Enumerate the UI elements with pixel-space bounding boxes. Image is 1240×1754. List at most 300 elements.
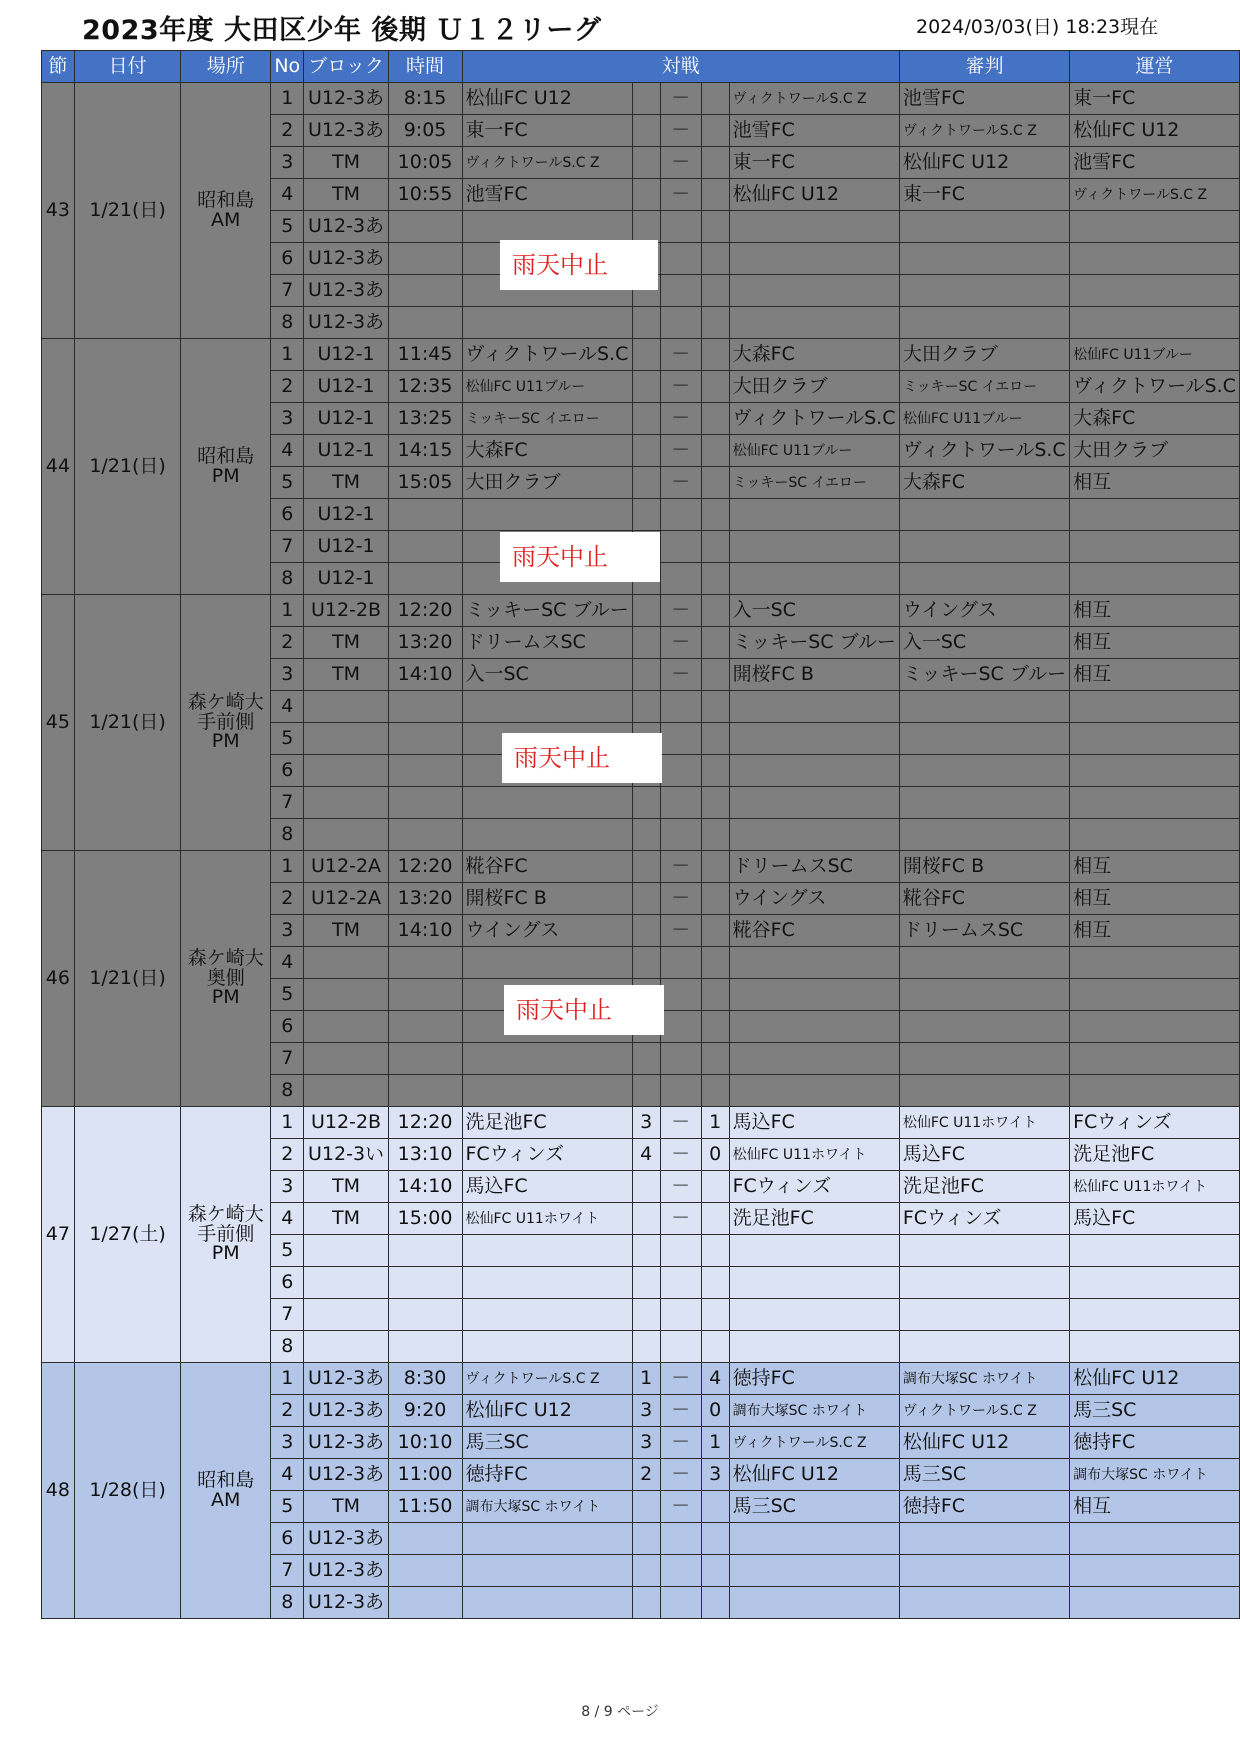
- start-time: 14:10: [388, 1171, 462, 1203]
- away-score: [701, 1203, 729, 1235]
- start-time: 14:15: [388, 435, 462, 467]
- round-number: 45: [42, 595, 75, 851]
- start-time: [388, 1523, 462, 1555]
- operation-team: 馬三SC: [1070, 1395, 1240, 1427]
- operation-team: 相互: [1070, 915, 1240, 947]
- away-team: 開桜FC B: [729, 659, 899, 691]
- match-no: 3: [271, 915, 304, 947]
- home-score: 3: [632, 1427, 660, 1459]
- away-team: [729, 1299, 899, 1331]
- block: [304, 1267, 388, 1299]
- away-team: ヴィクトワールS.C Z: [729, 83, 899, 115]
- away-score: [701, 755, 729, 787]
- match-no: 4: [271, 1459, 304, 1491]
- away-team: [729, 1075, 899, 1107]
- start-time: [388, 1043, 462, 1075]
- referee-team: 大田クラブ: [899, 339, 1069, 371]
- header-operation: 運営: [1070, 51, 1240, 83]
- away-score: [701, 851, 729, 883]
- referee-team: [899, 531, 1069, 563]
- referee-team: 松仙FC U12: [899, 147, 1069, 179]
- block: U12-2B: [304, 1107, 388, 1139]
- away-score: [701, 627, 729, 659]
- home-team: 徳持FC: [462, 1459, 632, 1491]
- score-dash: [660, 307, 701, 339]
- score-dash: [660, 1011, 701, 1043]
- away-score: [701, 1587, 729, 1619]
- referee-team: [899, 563, 1069, 595]
- home-score: [632, 1331, 660, 1363]
- place-line: PM: [211, 464, 240, 487]
- away-score: [701, 691, 729, 723]
- home-score: 1: [632, 1363, 660, 1395]
- operation-team: [1070, 1331, 1240, 1363]
- operation-team: 東一FC: [1070, 83, 1240, 115]
- score-dash: －: [660, 147, 701, 179]
- away-score: [701, 1235, 729, 1267]
- home-score: [632, 1555, 660, 1587]
- referee-team: [899, 307, 1069, 339]
- start-time: [388, 979, 462, 1011]
- place-line: AM: [211, 1488, 241, 1511]
- referee-team: [899, 1587, 1069, 1619]
- score-dash: [660, 1075, 701, 1107]
- away-team: [729, 275, 899, 307]
- match-no: 8: [271, 1587, 304, 1619]
- home-team: [462, 1043, 632, 1075]
- block: U12-3あ: [304, 307, 388, 339]
- block: U12-1: [304, 435, 388, 467]
- home-score: [632, 147, 660, 179]
- away-score: 1: [701, 1427, 729, 1459]
- home-score: [632, 115, 660, 147]
- referee-team: 松仙FC U11ブルー: [899, 403, 1069, 435]
- match-no: 2: [271, 371, 304, 403]
- block: U12-1: [304, 371, 388, 403]
- place-line: 手前側: [197, 710, 255, 733]
- match-no: 6: [271, 1011, 304, 1043]
- home-team: [462, 499, 632, 531]
- home-score: [632, 691, 660, 723]
- place-line: 森ケ崎大: [187, 690, 264, 713]
- match-no: 4: [271, 947, 304, 979]
- match-no: 7: [271, 1555, 304, 1587]
- match-no: 6: [271, 499, 304, 531]
- match-no: 6: [271, 1523, 304, 1555]
- home-score: [632, 627, 660, 659]
- referee-team: FCウィンズ: [899, 1203, 1069, 1235]
- score-dash: [660, 275, 701, 307]
- match-no: 3: [271, 1427, 304, 1459]
- start-time: [388, 499, 462, 531]
- start-time: [388, 531, 462, 563]
- operation-team: [1070, 499, 1240, 531]
- match-no: 5: [271, 723, 304, 755]
- away-score: [701, 1299, 729, 1331]
- score-dash: [660, 1555, 701, 1587]
- away-team: [729, 1011, 899, 1043]
- block: [304, 819, 388, 851]
- home-score: 4: [632, 1139, 660, 1171]
- away-team: 松仙FC U12: [729, 1459, 899, 1491]
- start-time: 12:35: [388, 371, 462, 403]
- page-title: 2023年度 大田区少年 後期 Ｕ１２リーグ: [82, 15, 602, 46]
- referee-team: [899, 1299, 1069, 1331]
- match-no: 2: [271, 1139, 304, 1171]
- home-team: ヴィクトワールS.C: [462, 339, 632, 371]
- referee-team: 松仙FC U11ホワイト: [899, 1107, 1069, 1139]
- start-time: [388, 1267, 462, 1299]
- score-dash: －: [660, 179, 701, 211]
- block: U12-1: [304, 403, 388, 435]
- home-team: 松仙FC U11ホワイト: [462, 1203, 632, 1235]
- referee-team: 大森FC: [899, 467, 1069, 499]
- referee-team: [899, 723, 1069, 755]
- round-place: [181, 1107, 271, 1363]
- score-dash: －: [660, 1171, 701, 1203]
- block: [304, 1331, 388, 1363]
- score-dash: －: [660, 595, 701, 627]
- score-dash: －: [660, 1139, 701, 1171]
- away-team: 糀谷FC: [729, 915, 899, 947]
- score-dash: －: [660, 883, 701, 915]
- operation-team: 相互: [1070, 659, 1240, 691]
- block: [304, 787, 388, 819]
- block: [304, 1299, 388, 1331]
- match-no: 6: [271, 243, 304, 275]
- start-time: 14:10: [388, 915, 462, 947]
- away-team: [729, 563, 899, 595]
- match-no: 6: [271, 755, 304, 787]
- score-dash: [660, 211, 701, 243]
- home-team: 松仙FC U11ブルー: [462, 371, 632, 403]
- start-time: 13:25: [388, 403, 462, 435]
- home-team: [462, 307, 632, 339]
- round-place: [181, 1363, 271, 1619]
- referee-team: [899, 211, 1069, 243]
- block: [304, 755, 388, 787]
- start-time: [388, 1555, 462, 1587]
- home-score: [632, 1523, 660, 1555]
- match-no: 2: [271, 627, 304, 659]
- home-team: [462, 1555, 632, 1587]
- operation-team: [1070, 563, 1240, 595]
- place-line: 森ケ崎大: [187, 1202, 264, 1225]
- away-team: ヴィクトワールS.C: [729, 403, 899, 435]
- block: U12-3あ: [304, 211, 388, 243]
- away-team: [729, 947, 899, 979]
- operation-team: [1070, 1555, 1240, 1587]
- referee-team: ヴィクトワールS.C Z: [899, 1395, 1069, 1427]
- operation-team: [1070, 307, 1240, 339]
- round-number: 48: [42, 1363, 75, 1619]
- start-time: [388, 691, 462, 723]
- home-score: [632, 851, 660, 883]
- referee-team: ドリームスSC: [899, 915, 1069, 947]
- place-line: 昭和島: [197, 1468, 255, 1491]
- away-score: [701, 1267, 729, 1299]
- away-score: 3: [701, 1459, 729, 1491]
- operation-team: [1070, 947, 1240, 979]
- round-number: 47: [42, 1107, 75, 1363]
- page-footer: 8 / 9 ページ: [581, 1704, 659, 1720]
- referee-team: 東一FC: [899, 179, 1069, 211]
- operation-team: 松仙FC U12: [1070, 115, 1240, 147]
- home-score: [632, 179, 660, 211]
- operation-team: 馬込FC: [1070, 1203, 1240, 1235]
- referee-team: [899, 1267, 1069, 1299]
- block: U12-3い: [304, 1139, 388, 1171]
- operation-team: 松仙FC U11ブルー: [1070, 339, 1240, 371]
- away-team: [729, 1331, 899, 1363]
- block: U12-1: [304, 339, 388, 371]
- operation-team: [1070, 1299, 1240, 1331]
- start-time: 11:50: [388, 1491, 462, 1523]
- start-time: 15:00: [388, 1203, 462, 1235]
- start-time: 13:20: [388, 883, 462, 915]
- block: TM: [304, 179, 388, 211]
- start-time: 8:30: [388, 1363, 462, 1395]
- block: [304, 1043, 388, 1075]
- round-number: 46: [42, 851, 75, 1107]
- referee-team: [899, 691, 1069, 723]
- referee-team: [899, 947, 1069, 979]
- block: [304, 1075, 388, 1107]
- away-team: [729, 755, 899, 787]
- score-dash: [660, 1587, 701, 1619]
- away-team: 松仙FC U11ホワイト: [729, 1139, 899, 1171]
- score-dash: [660, 755, 701, 787]
- match-no: 2: [271, 883, 304, 915]
- away-score: [701, 499, 729, 531]
- away-score: [701, 435, 729, 467]
- block: TM: [304, 915, 388, 947]
- round-number: 44: [42, 339, 75, 595]
- score-dash: [660, 1043, 701, 1075]
- away-score: [701, 179, 729, 211]
- away-score: [701, 819, 729, 851]
- start-time: 12:20: [388, 851, 462, 883]
- home-score: 2: [632, 1459, 660, 1491]
- operation-team: 相互: [1070, 851, 1240, 883]
- away-team: ウイングス: [729, 883, 899, 915]
- block: TM: [304, 1491, 388, 1523]
- match-no: 3: [271, 147, 304, 179]
- operation-team: [1070, 787, 1240, 819]
- home-team: 開桜FC B: [462, 883, 632, 915]
- away-score: [701, 979, 729, 1011]
- home-team: [462, 1587, 632, 1619]
- round-date: 1/28(日): [74, 1363, 181, 1619]
- referee-team: [899, 819, 1069, 851]
- header-setsu: 節: [42, 51, 75, 83]
- referee-team: [899, 979, 1069, 1011]
- match-no: 5: [271, 467, 304, 499]
- score-dash: [660, 691, 701, 723]
- home-team: ヴィクトワールS.C Z: [462, 147, 632, 179]
- block: TM: [304, 627, 388, 659]
- place-line: AM: [211, 208, 241, 231]
- block: U12-3あ: [304, 83, 388, 115]
- referee-team: [899, 1555, 1069, 1587]
- away-score: 4: [701, 1363, 729, 1395]
- block: [304, 947, 388, 979]
- home-score: [632, 819, 660, 851]
- referee-team: 馬込FC: [899, 1139, 1069, 1171]
- operation-team: [1070, 243, 1240, 275]
- block: U12-2A: [304, 851, 388, 883]
- operation-team: 相互: [1070, 1491, 1240, 1523]
- start-time: [388, 1011, 462, 1043]
- match-no: 4: [271, 435, 304, 467]
- score-dash: －: [660, 1363, 701, 1395]
- home-score: [632, 1587, 660, 1619]
- round-date: 1/21(日): [74, 83, 181, 339]
- away-team: ドリームスSC: [729, 851, 899, 883]
- operation-team: [1070, 691, 1240, 723]
- round-number: 43: [42, 83, 75, 339]
- home-team: 入一SC: [462, 659, 632, 691]
- away-score: [701, 307, 729, 339]
- away-team: 入一SC: [729, 595, 899, 627]
- match-no: 3: [271, 403, 304, 435]
- operation-team: [1070, 531, 1240, 563]
- start-time: 10:05: [388, 147, 462, 179]
- referee-team: 入一SC: [899, 627, 1069, 659]
- home-team: 洗足池FC: [462, 1107, 632, 1139]
- away-team: [729, 723, 899, 755]
- match-no: 3: [271, 659, 304, 691]
- match-no: 7: [271, 787, 304, 819]
- home-team: [462, 1299, 632, 1331]
- away-team: [729, 499, 899, 531]
- start-time: [388, 1299, 462, 1331]
- referee-team: ミッキーSC イエロー: [899, 371, 1069, 403]
- table-row: [42, 851, 1240, 883]
- score-dash: [660, 947, 701, 979]
- start-time: [388, 819, 462, 851]
- away-score: [701, 83, 729, 115]
- operation-team: 池雪FC: [1070, 147, 1240, 179]
- away-score: [701, 243, 729, 275]
- match-no: 1: [271, 83, 304, 115]
- start-time: 10:10: [388, 1427, 462, 1459]
- match-no: 7: [271, 1043, 304, 1075]
- cancel-label: 雨天中止: [502, 733, 662, 783]
- table-row: [42, 339, 1240, 371]
- home-score: [632, 1043, 660, 1075]
- match-no: 1: [271, 851, 304, 883]
- block: [304, 723, 388, 755]
- score-dash: －: [660, 435, 701, 467]
- table-row: [42, 83, 1240, 115]
- away-team: ヴィクトワールS.C Z: [729, 1427, 899, 1459]
- home-team: [462, 1331, 632, 1363]
- home-score: [632, 1075, 660, 1107]
- table-row: [42, 595, 1240, 627]
- operation-team: ヴィクトワールS.C Z: [1070, 179, 1240, 211]
- home-score: [632, 915, 660, 947]
- block: TM: [304, 1171, 388, 1203]
- match-no: 7: [271, 1299, 304, 1331]
- home-score: [632, 1299, 660, 1331]
- home-score: [632, 499, 660, 531]
- away-score: [701, 275, 729, 307]
- block: U12-3あ: [304, 1395, 388, 1427]
- match-no: 5: [271, 1235, 304, 1267]
- operation-team: [1070, 1267, 1240, 1299]
- start-time: [388, 243, 462, 275]
- home-team: 馬込FC: [462, 1171, 632, 1203]
- score-dash: －: [660, 115, 701, 147]
- block: U12-2A: [304, 883, 388, 915]
- away-score: [701, 339, 729, 371]
- score-dash: －: [660, 627, 701, 659]
- block: U12-1: [304, 563, 388, 595]
- start-time: [388, 1587, 462, 1619]
- referee-team: [899, 275, 1069, 307]
- away-score: [701, 1555, 729, 1587]
- referee-team: 糀谷FC: [899, 883, 1069, 915]
- away-team: [729, 691, 899, 723]
- start-time: [388, 755, 462, 787]
- block: [304, 979, 388, 1011]
- away-team: 洗足池FC: [729, 1203, 899, 1235]
- operation-team: 調布大塚SC ホワイト: [1070, 1459, 1240, 1491]
- start-time: [388, 947, 462, 979]
- score-dash: [660, 819, 701, 851]
- away-team: [729, 1587, 899, 1619]
- away-score: [701, 883, 729, 915]
- round-date: 1/21(日): [74, 851, 181, 1107]
- away-team: [729, 211, 899, 243]
- away-score: [701, 563, 729, 595]
- away-score: 0: [701, 1395, 729, 1427]
- home-team: ドリームスSC: [462, 627, 632, 659]
- place-line: PM: [211, 986, 240, 1009]
- round-place: [181, 339, 271, 595]
- operation-team: [1070, 1587, 1240, 1619]
- referee-team: [899, 755, 1069, 787]
- away-score: [701, 1491, 729, 1523]
- score-dash: －: [660, 1107, 701, 1139]
- away-score: [701, 115, 729, 147]
- away-score: [701, 595, 729, 627]
- home-team: [462, 1235, 632, 1267]
- away-team: 大田クラブ: [729, 371, 899, 403]
- cancel-label: 雨天中止: [504, 985, 664, 1035]
- referee-team: ウイングス: [899, 595, 1069, 627]
- start-time: 13:20: [388, 627, 462, 659]
- block: [304, 1011, 388, 1043]
- match-no: 8: [271, 1331, 304, 1363]
- home-score: 3: [632, 1107, 660, 1139]
- away-team: ミッキーSC ブルー: [729, 627, 899, 659]
- away-score: [701, 1075, 729, 1107]
- referee-team: [899, 1523, 1069, 1555]
- start-time: 13:10: [388, 1139, 462, 1171]
- operation-team: 松仙FC U11ホワイト: [1070, 1171, 1240, 1203]
- away-team: 松仙FC U11ブルー: [729, 435, 899, 467]
- start-time: 12:20: [388, 1107, 462, 1139]
- match-no: 7: [271, 275, 304, 307]
- score-dash: －: [660, 1395, 701, 1427]
- round-place: [181, 851, 271, 1107]
- referee-team: [899, 1011, 1069, 1043]
- away-team: [729, 1043, 899, 1075]
- start-time: [388, 1075, 462, 1107]
- home-score: [632, 403, 660, 435]
